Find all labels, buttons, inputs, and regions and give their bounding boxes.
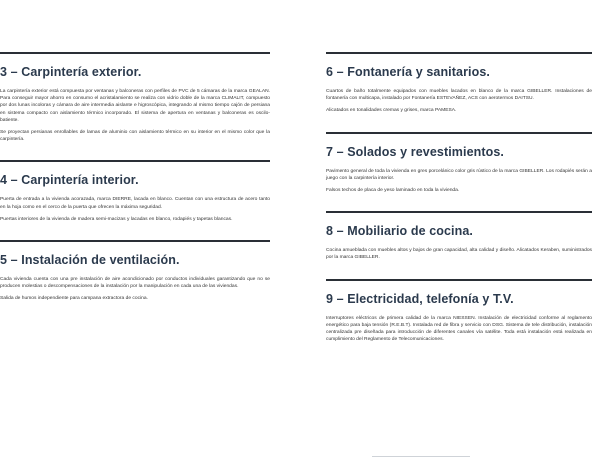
section-title: 8 – Mobiliario de cocina.	[326, 224, 473, 239]
section-paragraph: Cuartos de baño totalmente equipados con muebles lacados en blanco de la marca GIBELLER. Instalaciones de fontanería con multicapa, instalado por Fontanería ESTEVAÑEZ, ACS con aerotermos DAITSU.	[326, 89, 592, 102]
section-title: 6 – Fontanería y sanitarios.	[326, 65, 490, 79]
section-title: 7 – Solados y revestimientos.	[326, 144, 504, 159]
section	[326, 52, 592, 115]
section-paragraph: La carpintería exterior está compuesta por ventanas y balconeras con perfiles de PVC de 5 cámaras de la marca GEALAN. Para conseguir mayor ahorro en consumo el acristalamiento se realiza con vidrio doble de la marca CLIMALIT, compuesto por dos lunas incoloras y cámara de aire intermedia aislante e higroscópica, integrando al mismo tiempo cajón de persiana en sistema compacto con aislamiento térmico incorporado. El sistema de apertura en ventanas y balconeras es oscilo-batiente.	[0, 89, 270, 123]
section-paragraph: Pavimento general de toda la vivienda en gres porcelánico color gris rústico de la marca GIBELLER. Los rodapiés serán a juego con la carpintería interior.	[326, 168, 592, 181]
section-paragraph: Puertas interiores de la vivienda de madera semi-macizas y lacadas en blanco, rodapiés y tapetas blancas.	[0, 216, 233, 222]
section-paragraph: Cocina amueblada con muebles altos y bajos de gran capacidad, alta calidad y diseño. Alicatados Keraben, suministrados por la marca GIBELLER.	[326, 248, 592, 261]
section	[326, 279, 592, 344]
section-paragraph: Alicatados en tonalidades cremas y grises, marca PAMESA.	[326, 108, 457, 114]
section-paragraph: Se proyectan persianas enrollables de lamas de aluminio con aislamiento térmico en su interior en el mismo color que la carpintería.	[0, 130, 270, 143]
left-column	[0, 52, 270, 320]
section	[0, 52, 270, 143]
section	[0, 160, 270, 223]
section	[326, 132, 592, 195]
section-paragraph: Salida de humos independiente para campana extractora de cocina.	[0, 296, 148, 302]
section-paragraph: Interruptores eléctricos de primera calidad de la marca NIESSEN. Instalación de electricidad conforme al reglamento energético para baja tensión (R.E.B.T). Instalada red de fibra y servicio con DSG. Sistema de tele distribución, instalación centralizada pre diseñada para introducción de diferentes canales vía satélite. Toda está instalación está realizada en cumplimiento del Reglamento de Telecomunicaciones.	[326, 315, 592, 343]
section	[326, 211, 592, 261]
section-paragraph: Falsos techos de placa de yeso laminado en toda la vivienda.	[326, 188, 460, 194]
page-footer-line	[372, 456, 470, 457]
section	[0, 240, 270, 303]
section-title: 5 – Instalación de ventilación.	[0, 253, 180, 268]
section-paragraph: Puerta de entrada a la vivienda acorazada, marca DIERRE, lacada en blanco. Cuentan con una estructura de acero tanto en la hoja como en el cerco de la puerta que ofrecen la máxima seguridad.	[0, 197, 270, 210]
right-column	[326, 52, 592, 360]
section-paragraph: Cada vivienda cuenta con una pre instalación de aire acondicionado por conductos individuales garantizando que no se producen molestias o descompensaciones de la instalación por la manipulación en cada una de las viviendas.	[0, 277, 270, 290]
section-title: 3 – Carpintería exterior.	[0, 65, 142, 79]
section-title: 4 – Carpintería interior.	[0, 173, 139, 188]
section-title: 9 – Electricidad, telefonía y T.V.	[326, 291, 514, 306]
